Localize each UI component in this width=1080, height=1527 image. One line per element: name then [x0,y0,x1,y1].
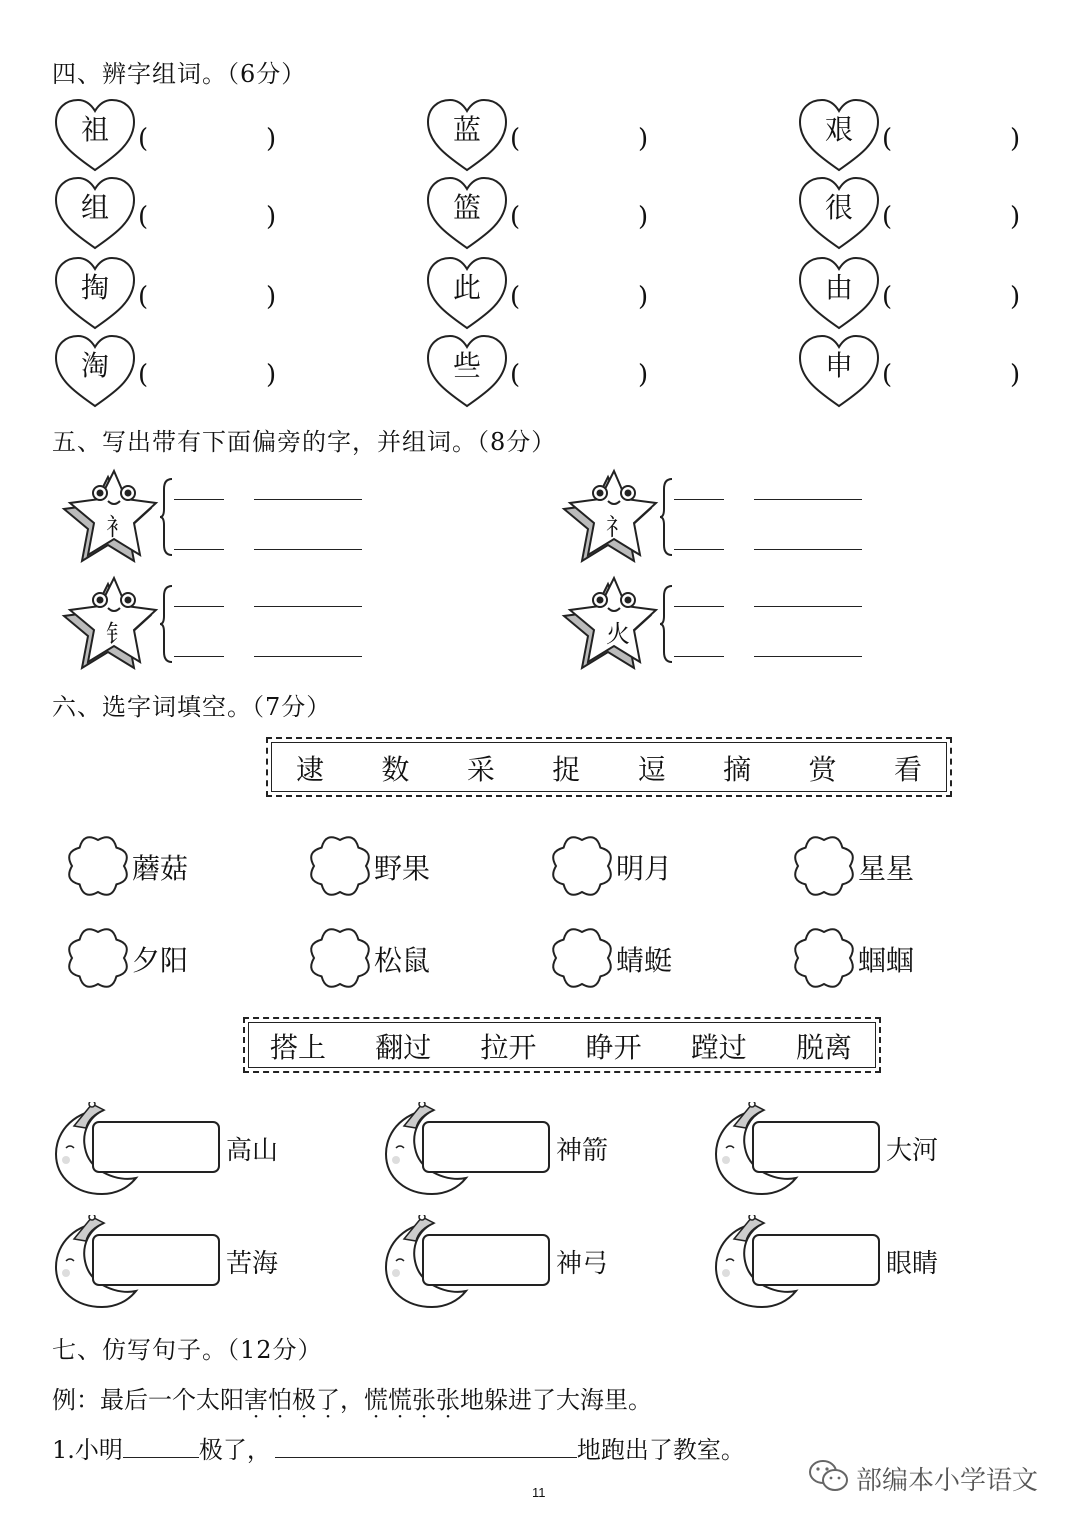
flower-icon [304,922,376,994]
paren-close: ) [638,202,649,232]
heart-char-0-1 [426,98,508,174]
q1-blank-1[interactable] [123,1435,199,1458]
flower-icon [788,830,860,902]
verb-list-1 [296,748,922,788]
verb-option: 采 [466,753,495,786]
emphasis-char: 张 [436,1386,460,1414]
heart-char-label: 申 [824,349,853,382]
paren-open: ( [882,202,893,232]
radical-word-blank[interactable] [754,606,862,607]
moon-answer-box-1-2[interactable] [752,1234,880,1286]
moon-answer-box-0-1[interactable] [422,1121,550,1173]
wechat-icon [808,1458,850,1494]
q1-part2: 极了， [198,1436,271,1464]
example-suffix: 地躲进了大海里。 [460,1386,652,1414]
flower-blank-1-1[interactable] [304,922,376,994]
verb-option: 摘 [723,753,752,786]
answer-blank-1-0[interactable] [150,202,260,232]
moon-answer-box-1-0[interactable] [92,1234,220,1286]
heart-char-1-1 [426,176,508,252]
radical-word-blank[interactable] [754,656,862,657]
section-five-title: 五、写出带有下面偏旁的字，并组词。（8分） [52,428,557,456]
paren-close: ) [638,124,649,154]
q1-number: 1. [52,1436,75,1464]
answer-blank-2-1[interactable] [522,282,632,312]
section-seven-title: 七、仿写句子。（12分） [52,1336,323,1364]
q1-part1: 小明 [74,1436,123,1464]
radical-label: 礻 [606,513,630,541]
example-dotted-1 [244,1386,340,1414]
paren-close: ) [1010,282,1021,312]
emphasis-char: 害 [244,1386,268,1414]
radical-label: 衤 [106,513,130,541]
verb-list-2 [270,1026,852,1066]
moon-word: 神弓 [556,1249,609,1279]
paren-close: ) [266,202,277,232]
verb-option: 赏 [808,753,837,786]
paren-open: ( [882,124,893,154]
moon-answer-box-0-0[interactable] [92,1121,220,1173]
heart-char-label: 此 [452,271,481,304]
paren-open: ( [510,282,521,312]
moon-word: 苦海 [226,1249,279,1279]
paren-open: ( [138,360,149,390]
radical-label: 钅 [106,620,130,648]
radical-label: 火 [606,620,630,648]
q1-blank-2[interactable] [275,1435,577,1458]
verb-option: 脱离 [795,1031,852,1064]
paren-close: ) [1010,202,1021,232]
brace-icon [660,584,674,668]
radical-char-blank[interactable] [174,606,224,607]
paren-open: ( [882,282,893,312]
flower-blank-1-2[interactable] [546,922,618,994]
example-prefix: 例：最后一个太阳 [52,1386,244,1414]
watermark-text: 部编本小学语文 [856,1466,1039,1496]
paren-close: ) [266,282,277,312]
radical-word-blank[interactable] [754,549,862,550]
section-six-title: 六、选字词填空。（7分） [52,693,332,721]
heart-char-1-2 [798,176,880,252]
flower-icon [62,922,134,994]
example-dotted-2 [364,1386,460,1414]
heart-char-label: 些 [452,349,481,382]
verb-option: 蹚过 [690,1031,747,1064]
radical-char-blank[interactable] [674,606,724,607]
answer-blank-1-2[interactable] [894,202,1004,232]
heart-char-label: 艰 [824,113,853,146]
heart-char-label: 掏 [80,271,109,304]
heart-char-label: 组 [80,191,109,224]
heart-char-3-0 [54,334,136,410]
paren-open: ( [138,282,149,312]
verb-option: 逮 [296,753,325,786]
moon-word: 眼睛 [886,1249,939,1279]
verb-option: 翻过 [375,1031,432,1064]
moon-answer-box-1-1[interactable] [422,1234,550,1286]
verb-option: 睁开 [585,1031,642,1064]
brace-icon [660,477,674,561]
flower-icon [304,830,376,902]
emphasis-char: 张 [412,1386,436,1414]
paren-close: ) [638,282,649,312]
radical-word-blank[interactable] [254,549,362,550]
flower-word: 夕阳 [132,944,189,977]
brace-icon [160,584,174,668]
heart-char-2-0 [54,256,136,332]
moon-word: 高山 [226,1136,279,1166]
radical-char-blank[interactable] [174,656,224,657]
heart-char-0-2 [798,98,880,174]
paren-open: ( [510,202,521,232]
radical-word-blank[interactable] [754,499,862,500]
answer-blank-0-0[interactable] [150,124,260,154]
paren-close: ) [1010,124,1021,154]
flower-word: 蘑菇 [132,852,189,885]
star-radical-3 [556,572,668,672]
answer-blank-0-1[interactable] [522,124,632,154]
paren-close: ) [266,124,277,154]
radical-word-blank[interactable] [254,656,362,657]
verb-option: 逗 [637,753,666,786]
flower-blank-0-1[interactable] [304,830,376,902]
answer-blank-1-1[interactable] [522,202,632,232]
flower-blank-0-3[interactable] [788,830,860,902]
flower-icon [546,922,618,994]
answer-blank-3-2[interactable] [894,360,1004,390]
radical-char-blank[interactable] [674,499,724,500]
question-1 [52,1430,745,1465]
answer-blank-3-0[interactable] [150,360,260,390]
answer-blank-2-2[interactable] [894,282,1004,312]
answer-blank-0-2[interactable] [894,124,1004,154]
q1-part3: 地跑出了教室。 [576,1436,745,1464]
paren-open: ( [138,202,149,232]
verb-option: 捉 [552,753,581,786]
flower-icon [546,830,618,902]
flower-word: 野果 [374,852,431,885]
heart-char-label: 淘 [80,349,109,382]
emphasis-char: 极 [292,1386,316,1414]
flower-blank-0-2[interactable] [546,830,618,902]
example-middle: ， [340,1386,364,1414]
answer-blank-2-0[interactable] [150,282,260,312]
verb-option: 数 [381,753,410,786]
flower-word: 星星 [858,852,915,885]
paren-open: ( [510,124,521,154]
heart-char-1-0 [54,176,136,252]
heart-char-2-2 [798,256,880,332]
radical-word-blank[interactable] [254,499,362,500]
heart-char-label: 由 [824,271,853,304]
paren-close: ) [1010,360,1021,390]
flower-icon [62,830,134,902]
flower-word: 蜻蜓 [616,944,673,977]
heart-char-0-0 [54,98,136,174]
paren-open: ( [882,360,893,390]
flower-word: 松鼠 [374,944,431,977]
moon-answer-box-0-2[interactable] [752,1121,880,1173]
flower-blank-1-0[interactable] [62,922,134,994]
emphasis-char: 了 [316,1386,340,1414]
flower-blank-1-3[interactable] [788,922,860,994]
verb-option: 搭上 [270,1031,327,1064]
heart-char-label: 很 [824,191,853,224]
paren-close: ) [638,360,649,390]
example-sentence [52,1380,652,1415]
heart-char-label: 祖 [80,113,109,146]
flower-blank-0-0[interactable] [62,830,134,902]
flower-icon [788,922,860,994]
paren-open: ( [510,360,521,390]
emphasis-char: 怕 [268,1386,292,1414]
heart-char-3-2 [798,334,880,410]
moon-word: 大河 [886,1136,939,1166]
flower-word: 蝈蝈 [858,944,915,977]
heart-char-label: 篮 [452,191,481,224]
heart-char-2-1 [426,256,508,332]
heart-char-3-1 [426,334,508,410]
moon-word: 神箭 [556,1136,609,1166]
brace-icon [160,477,174,561]
emphasis-char: 慌 [364,1386,388,1414]
heart-char-label: 蓝 [452,113,481,146]
paren-open: ( [138,124,149,154]
star-radical-1 [556,465,668,565]
verb-option: 看 [893,753,922,786]
star-radical-0 [56,465,168,565]
verb-option: 拉开 [480,1031,537,1064]
flower-word: 明月 [616,852,673,885]
star-radical-2 [56,572,168,672]
page-number: 11 [532,1485,546,1500]
radical-char-blank[interactable] [674,549,724,550]
radical-char-blank[interactable] [174,499,224,500]
answer-blank-3-1[interactable] [522,360,632,390]
radical-word-blank[interactable] [254,606,362,607]
paren-close: ) [266,360,277,390]
radical-char-blank[interactable] [174,549,224,550]
section-four-title: 四、辨字组词。（6分） [52,60,307,88]
radical-char-blank[interactable] [674,656,724,657]
emphasis-char: 慌 [388,1386,412,1414]
